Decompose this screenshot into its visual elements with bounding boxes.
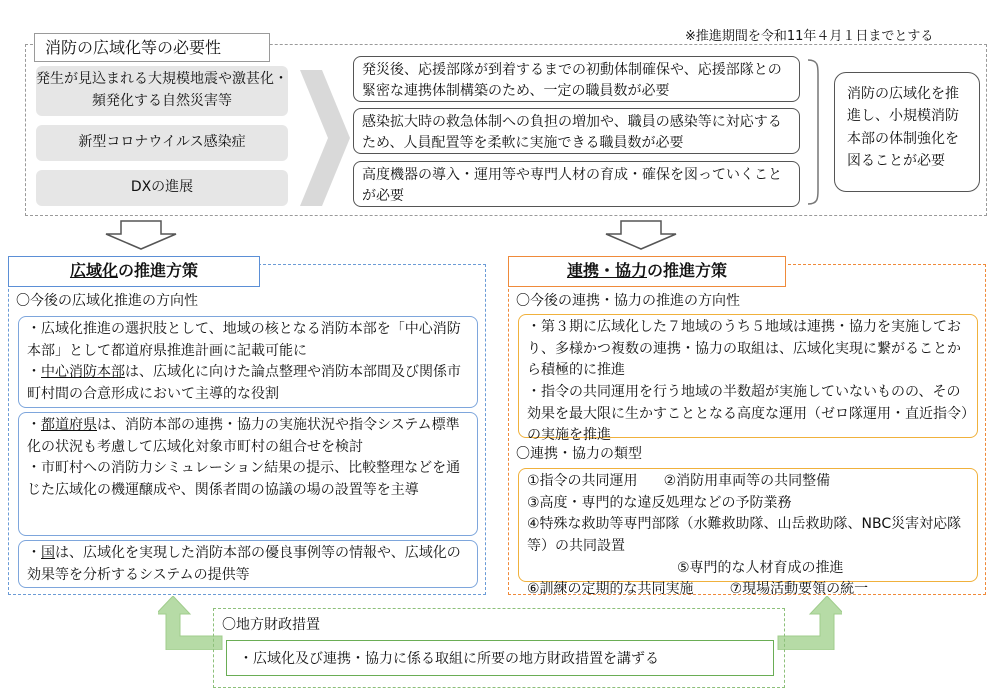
national-term: 国 [41,545,55,561]
cause-disaster: 発生が見込まれる大規模地震や激甚化・頻発化する自然災害等 [36,66,288,116]
wide-area-direction-label: 〇今後の広域化推進の方向性 [16,293,198,309]
cooperation-bullet-1: ・第３期に広域化した７地域のうち５地域は連携・協力を実施しており、多様かつ複数の連携・協力の取組は、広域化実現に繋がることから積極的に推進 [527,319,961,379]
prefecture-bullet: ・都道府県は、消防本部の連携・協力の実施状況や指令システム標準化の状況も考慮して広域化対象市町村の組合せを検討 [27,417,460,455]
fiscal-measure-box: ・広域化及び連携・協力に係る取組に所要の地方財政措置を講ずる [226,640,774,676]
prefecture-text: は、消防本部の連携・協力の実施状況や指令システム標準化の状況も考慮して広域化対象市町村の組合せを検討 [27,417,460,455]
cooperation-heading-suffix: の推進方策 [647,261,728,280]
fiscal-label: 〇地方財政措置 [222,617,320,633]
national-text: は、広域化を実現した消防本部の優良事例等の情報や、広域化の効果等を分析するシステムの提供等 [27,545,461,583]
wide-area-box-central [18,316,478,408]
type-1: ①指令の共同運用 [527,473,638,489]
wide-area-heading-suffix: の推進方策 [118,261,199,280]
type-3: ③高度・専門的な違反処理などの予防業務 [527,494,792,511]
cause-dx: DXの進展 [36,170,288,206]
conclusion-box: 消防の広域化を推進し、小規模消防本部の体制強化を図ることが必要 [834,72,980,192]
cooperation-direction-label: 〇今後の連携・協力の推進の方向性 [516,293,740,309]
period-note: ※推進期間を令和11年４月１日までとする [685,29,934,44]
right-chevron-arrow [300,70,350,206]
cooperation-types-box [518,468,978,598]
types-row-5 [527,579,969,601]
type-6: ⑥訓練の定期的な共同実施 [527,581,694,598]
municipality-bullet: ・市町村への消防力シミュレーション結果の提示、比較整理などを通じた広域化の機運醸成や、関係者間の協議の場の設置等を主導 [27,460,461,499]
type-7: ⑦現場活動要領の統一 [729,581,869,598]
type-2: ②消防用車両等の共同整備 [663,473,831,489]
cooperation-bullet-2: ・指令の共同運用を行う地域の半数超が実施していないものの、その効果を最大限に生かすこととなる高度な運用（ゼロ隊運用・直近指令）の実施を推進 [527,384,968,444]
wide-area-box-prefecture [18,412,478,536]
central-hq-role-text: は、広域化に向けた論点整理や消防本部間及び関係市町村間の合意形成において主導的な役割 [27,364,461,403]
bracket [806,58,826,206]
prefecture-term: 都道府県 [41,417,97,433]
cooperation-heading-keyword: 連携・協力 [566,261,647,280]
down-arrow-right [604,220,678,250]
effect-infection: 感染拡大時の救急体制への負担の増加や、職員の感染等に対応するため、人員配置等を柔軟に実施できる職員数が必要 [353,108,800,154]
cause-covid: 新型コロナウイルス感染症 [36,125,288,161]
effect-advanced-equipment: 高度機器の導入・運用等や専門人材の育成・確保を図っていくことが必要 [353,161,800,207]
type-5: ⑤専門的な人材育成の推進 [677,559,844,576]
wide-area-heading-keyword: 広域化 [69,261,118,280]
necessity-title: 消防の広域化等の必要性 [34,33,270,62]
effect-initial-response: 発災後、応援部隊が到着するまでの初動体制確保や、応援部隊との緊密な連携体制構築のため、一定の職員数が必要 [353,56,800,102]
wide-area-box-national [18,540,478,588]
cooperation-direction-box [518,314,978,444]
down-arrow-left [104,220,178,250]
type-4: ④特殊な救助等専門部隊（水難救助隊、山岳救助隊、NBC災害対応隊等）の共同設置 [527,516,962,555]
central-hq-bullet: ・広域化推進の選択肢として、地域の核となる消防本部を「中心消防本部」として都道府県推進計画に記載可能に [27,321,461,359]
cooperation-types-label: 〇連携・協力の類型 [516,446,642,462]
national-bullet: ・国は、広域化を実現した消防本部の優良事例等の情報や、広域化の効果等を分析するシステムの提供等 [27,545,461,583]
central-hq-term: 中心消防本部 [41,364,125,381]
types-row-4 [527,558,969,580]
wide-area-heading [8,256,260,287]
central-hq-role-bullet: ・中心消防本部は、広域化に向けた論点整理や消防本部間及び関係市町村間の合意形成において主導的な役割 [27,364,461,403]
cooperation-heading [508,256,786,287]
types-row-1 [527,471,969,493]
